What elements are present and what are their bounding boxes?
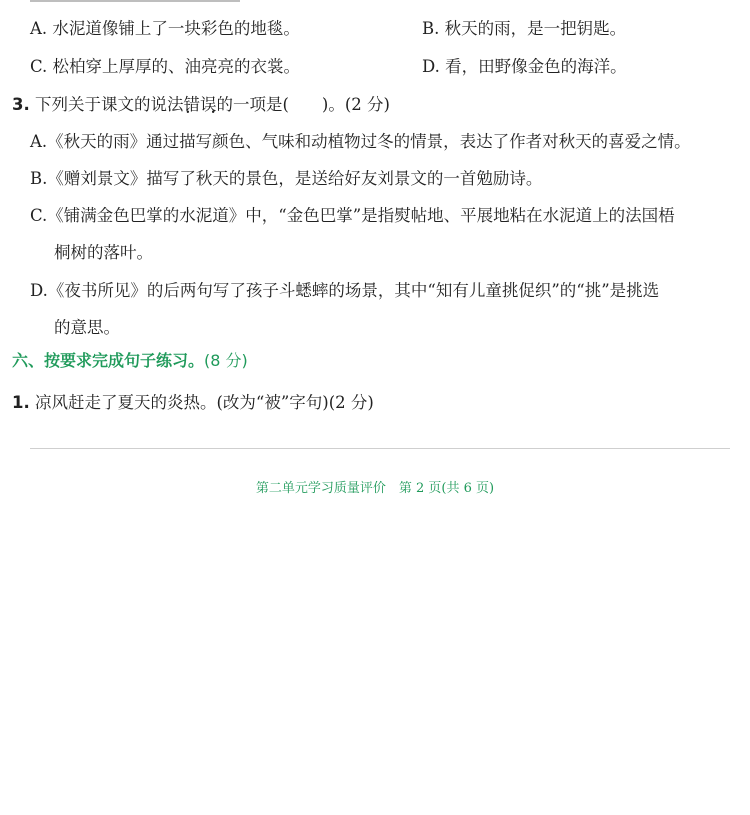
question-3-option-c-line2: 桐树的落叶。 [54,243,153,262]
question-number: 3. [12,95,30,114]
section-score: (8 分) [204,351,248,370]
option-d-prev: D. 看，田野像金色的海洋。 [422,57,627,76]
question-3-option-d-line2: 的意思。 [54,318,120,337]
stem-after: 的一项是( )。(2 分) [216,95,390,114]
stem-emphasis: 错误 • • [184,95,217,114]
question-3-option-d-line1: D.《夜书所见》的后两句写了孩子斗蟋蟀的场景，其中“知有儿童挑促织”的“挑”是挑选 [30,281,660,300]
section-6-heading [12,350,248,372]
question-3-option-a: A.《秋天的雨》通过描写颜色、气味和动植物过冬的情景，表达了作者对秋天的喜爱之情。 [30,132,691,151]
option-c-prev: C. 松柏穿上厚厚的、油亮亮的衣裳。 [30,57,301,76]
divider-line [30,448,730,449]
question-1 [12,392,374,414]
page-footer: 第二单元学习质量评价 第 2 页(共 6 页) [255,481,495,496]
question-text: 凉风赶走了夏天的炎热。(改为“被”字句)(2 分) [35,393,374,412]
option-a-prev: A. 水泥道像铺上了一块彩色的地毯。 [30,19,300,38]
question-number: 1. [12,393,30,412]
option-b-prev: B. 秋天的雨，是一把钥匙。 [422,19,627,38]
cropped-text-fragment [30,0,240,2]
question-3-option-c-line1: C.《铺满金色巴掌的水泥道》中，“金色巴掌”是指熨帖地、平展地粘在水泥道上的法国梧 [30,206,675,225]
question-3-stem [12,94,390,116]
stem-before: 下列关于课文的说法 [35,95,184,114]
question-3-option-b: B.《赠刘景文》描写了秋天的景色，是送给好友刘景文的一首勉励诗。 [30,169,543,188]
section-title: 六、按要求完成句子练习。 [12,351,205,370]
